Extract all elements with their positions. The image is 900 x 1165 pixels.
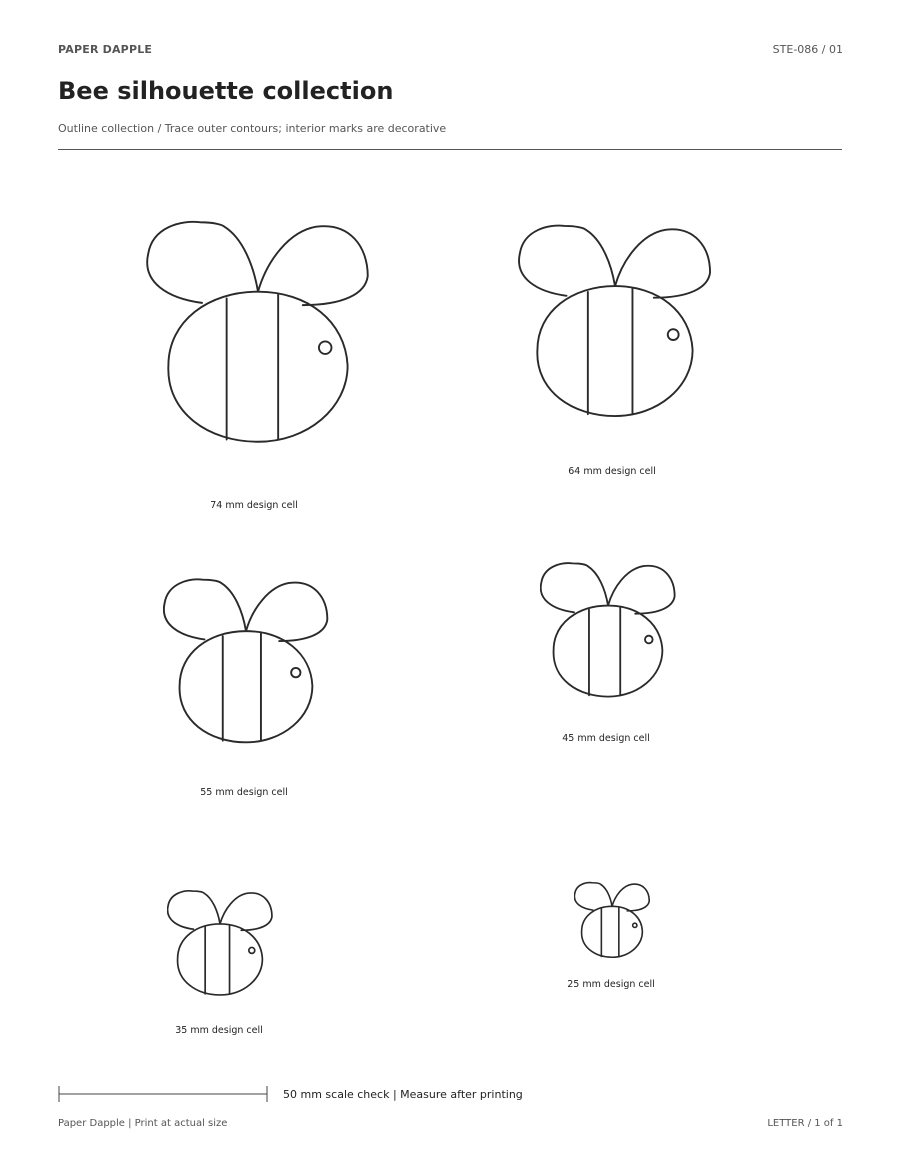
bee-silhouette-icon xyxy=(574,881,650,959)
page-title: Bee silhouette collection xyxy=(58,77,394,105)
bee-silhouette-icon xyxy=(167,889,273,997)
bee-silhouette-icon xyxy=(518,223,712,419)
cell-caption: 25 mm design cell xyxy=(567,979,655,990)
page-subtitle: Outline collection / Trace outer contours; interior marks are decorative xyxy=(58,122,447,135)
cell-caption: 74 mm design cell xyxy=(210,500,298,511)
document-id: STE-086 / 01 xyxy=(772,43,843,56)
bee-silhouette-icon xyxy=(163,577,329,745)
bee-silhouette-icon xyxy=(146,219,370,445)
cell-caption: 55 mm design cell xyxy=(200,787,288,798)
scale-bar xyxy=(58,1085,270,1103)
bee-silhouette-icon xyxy=(540,561,676,699)
footer-note: Paper Dapple | Print at actual size xyxy=(58,1118,228,1129)
cell-caption: 45 mm design cell xyxy=(562,733,650,744)
cell-caption: 35 mm design cell xyxy=(175,1025,263,1036)
page-indicator: LETTER / 1 of 1 xyxy=(767,1118,843,1129)
cell-caption: 64 mm design cell xyxy=(568,466,656,477)
brand-label: PAPER DAPPLE xyxy=(58,43,153,56)
header-divider xyxy=(58,149,842,150)
scale-check-label: 50 mm scale check | Measure after printing xyxy=(283,1088,523,1101)
